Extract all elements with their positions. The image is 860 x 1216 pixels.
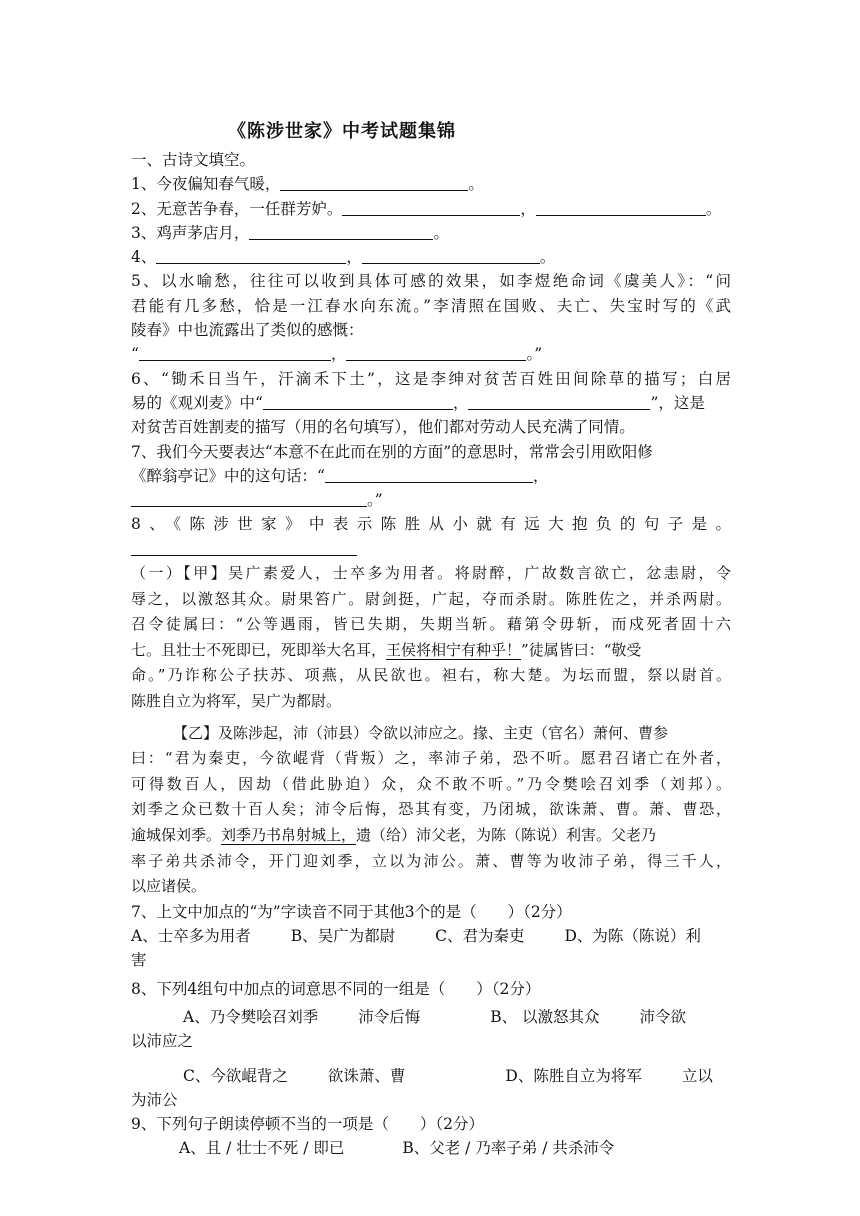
mcq-8-stem: 8、下列4组句中加点的词意思不同的一组是（ ）（2分）: [131, 979, 541, 998]
answer-blank[interactable]: [468, 393, 650, 410]
question-8: 8、《陈涉世家》中表示陈胜从小就有远大抱负的句子是。: [131, 515, 731, 534]
answer-blank[interactable]: [325, 466, 533, 483]
question-5-line: 5、以水喻愁，往往可以收到具体可感的效果，如李煜绝命词《虞美人》：“问: [131, 272, 731, 291]
option-a[interactable]: A、士卒多为用者: [131, 927, 251, 946]
option-a[interactable]: A、乃令樊哙召刘季: [183, 1007, 319, 1026]
mcq-9-stem: 9、下列句子朗读停顿不当的一项是（ ）（2分）: [131, 1115, 484, 1134]
answer-blank[interactable]: [342, 199, 520, 216]
question-7-line: 《醉翁亭记》中的这句话：“ ，: [131, 466, 549, 485]
option-b[interactable]: B、父老 / 乃率子弟 / 共杀沛令: [402, 1139, 615, 1158]
underlined-sentence: 王侯将相宁有种乎！: [386, 640, 522, 659]
mcq-7-stem: 7、上文中加点的“为”字读音不同于其他3个的是（ ）（2分）: [131, 902, 572, 921]
option-b[interactable]: B、吴广为都尉: [290, 927, 396, 946]
answer-blank[interactable]: [263, 393, 453, 410]
passage-yi-line: 曰：“君为秦吏，今欲崐背（背叛）之，率沛子弟，恐不听。愿君召诸亡在外者，: [131, 749, 731, 768]
passage-jia-line: 陈胜自立为将军，吴广为都尉。: [131, 692, 342, 711]
question-5-answer: “ ， 。”: [131, 345, 543, 364]
passage-jia-line: （一）【甲】吴广素爱人，士卒多为用者。将尉醉，广故数言欲亡，忿恚尉，令: [131, 564, 731, 583]
passage-yi-line: 刘季之众已数十百人矣；沛令后悔，恐其有变，乃闭城，欲诛萧、曹。萧、曹恐，: [131, 800, 731, 819]
question-7-line: 7、我们今天要表达“本意不在此而在别的方面”的意思时，常常会引用欧阳修: [131, 442, 653, 461]
answer-blank[interactable]: [280, 174, 468, 191]
underlined-sentence: 刘季乃书帛射城上，: [221, 825, 357, 844]
passage-yi-line: 以应诸侯。: [131, 877, 207, 896]
question-2: 2、无意苦争春，一任群芳妒。 ， 。: [131, 199, 722, 218]
mcq-7-options: [131, 924, 731, 948]
option-d[interactable]: D、为陈（陈说）利: [564, 927, 701, 946]
mcq-9-options: [131, 1136, 731, 1160]
passage-yi-line: 【乙】及陈涉起，沛（沛县）令欲以沛应之。掾、主吏（官名）萧何、曹参: [173, 723, 669, 742]
passage-yi-line: 率子弟共杀沛令，开门迎刘季，立以为沛公。萧、曹等为收沛子弟，得三千人，: [131, 851, 731, 870]
section-heading: 一、古诗文填空。: [131, 151, 256, 169]
mcq-7-options-cont: 害: [131, 951, 147, 970]
passage-jia-line: 辱之，以激怒其众。尉果笞广。尉剑挺，广起，夺而杀尉。陈胜佐之，并杀两尉。: [131, 589, 731, 608]
question-8-answer: [131, 537, 731, 561]
answer-blank[interactable]: [346, 344, 526, 361]
passage-yi-line: 逾城保刘季。刘季乃书帛射城上，遗（给）沛父老，为陈（陈说）利害。父老乃: [131, 825, 657, 844]
answer-blank[interactable]: [131, 490, 367, 507]
answer-blank[interactable]: [536, 199, 706, 216]
mcq-8-options: A、乃令樊哙召刘季 沛令后悔 B、 以激怒其众 沛令欲: [183, 1007, 687, 1026]
question-1: 1、今夜偏知春气暖， 。: [131, 175, 484, 194]
reading-passage: [131, 561, 731, 900]
passage-yi-line: 可得数百人，因劫（借此胁迫）众，众不敢不听。”乃令樊哙召刘季（刘邦）。: [131, 774, 731, 793]
option-d[interactable]: D、陈胜自立为将军: [505, 1066, 642, 1085]
question-6-line: 6、“锄禾日当午，汗滴禾下土”，这是李绅对贫苦百姓田间除草的描写；白居: [131, 369, 731, 388]
option-c[interactable]: C、今欲崐背之: [183, 1066, 288, 1085]
question-6-line: 对贫苦百姓割麦的描写（用的名句填写），他们都对劳动人民充满了同情。: [131, 418, 635, 437]
question-4: 4、 ， 。: [131, 248, 556, 267]
question-3: 3、鸡声茅店月， 。: [131, 223, 449, 242]
question-5-line: 君能有几多愁，恰是一江春水向东流。”李清照在国败、夫亡、失宝时写的《武: [131, 296, 731, 315]
exam-body: [131, 148, 731, 1161]
passage-jia-line: 召令徒属曰：“公等遇雨，皆已失期，失期当斩。藉第令毋斩，而戍死者固十六: [131, 615, 731, 634]
page-title: 《陈涉世家》中考试题集锦: [228, 121, 456, 142]
answer-blank[interactable]: [249, 223, 433, 240]
answer-blank[interactable]: [362, 247, 540, 264]
mcq-8-options: C、今欲崐背之 欲诛萧、曹 D、陈胜自立为将军 立以: [183, 1066, 713, 1085]
answer-blank[interactable]: [156, 247, 346, 264]
mcq-8-options-cont: 以沛应之: [131, 1032, 194, 1051]
answer-blank[interactable]: [139, 344, 331, 361]
answer-blank[interactable]: [131, 539, 357, 556]
passage-jia-line: 七。且壮士不死即已，死即举大名耳，王侯将相宁有种乎！”徒属皆曰：“敬受: [131, 640, 642, 659]
question-6-line: 易的《观刈麦》中“ ， ”，这是: [131, 393, 705, 412]
option-b[interactable]: B、 以激怒其众: [490, 1007, 600, 1026]
question-7-answer: 。”: [131, 488, 731, 512]
option-a[interactable]: A、且 / 壮士不死 / 即已: [179, 1139, 345, 1158]
question-5-line: 陵春》中也流露出了类似的感慨：: [131, 321, 364, 340]
option-c[interactable]: C、君为秦吏: [435, 927, 525, 946]
mcq-8-options-cont: 为沛公: [131, 1090, 178, 1109]
passage-jia-line: 命。”乃诈称公子扶苏、项燕，从民欲也。袒右，称大楚。为坛而盟，祭以尉首。: [131, 666, 731, 685]
